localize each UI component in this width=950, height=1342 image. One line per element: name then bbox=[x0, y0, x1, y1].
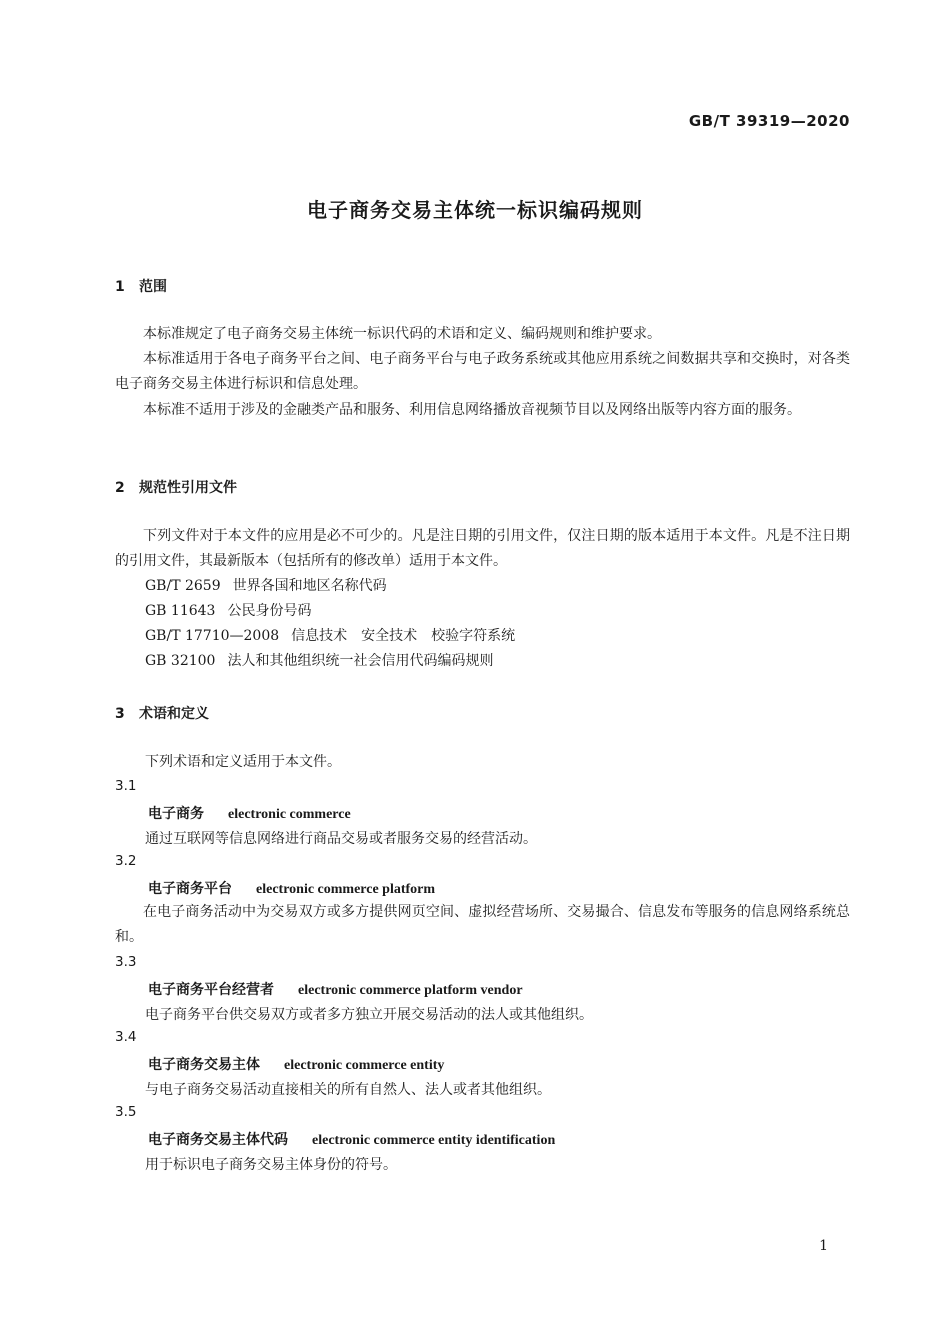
term-zh: 电子商务交易主体代码 bbox=[148, 1132, 288, 1148]
section-title: 规范性引用文件 bbox=[139, 480, 237, 496]
document-title: 电子商务交易主体统一标识编码规则 bbox=[307, 198, 643, 222]
term-en: electronic commerce bbox=[228, 807, 351, 822]
term-definition: 电子商务平台供交易双方或者多方独立开展交易活动的法人或其他组织。 bbox=[145, 1007, 593, 1023]
term-zh: 电子商务 bbox=[148, 806, 204, 822]
reference-item bbox=[145, 625, 515, 645]
paragraph: 下列术语和定义适用于本文件。 bbox=[145, 754, 341, 770]
reference-id: GB 11643 bbox=[145, 603, 216, 619]
term-definition: 用于标识电子商务交易主体身份的符号。 bbox=[145, 1157, 397, 1173]
reference-title-part: 校验字符系统 bbox=[431, 628, 516, 644]
reference-id: GB/T 17710—2008 bbox=[145, 628, 280, 644]
standard-code: GB/T 39319—2020 bbox=[688, 112, 850, 130]
reference-item bbox=[145, 575, 387, 595]
clause-number: 3.5 bbox=[115, 1104, 137, 1120]
term-zh: 电子商务交易主体 bbox=[148, 1057, 260, 1073]
paragraph: 本标准适用于各电子商务平台之间、电子商务平台与电子政务系统或其他应用系统之间数据共享和交换时，对各类电子商务交易主体进行标识和信息处理。 bbox=[115, 351, 850, 392]
reference-id: GB/T 2659 bbox=[145, 578, 221, 594]
clause-number: 3.3 bbox=[115, 954, 137, 970]
clause-number: 3.4 bbox=[115, 1029, 137, 1045]
clause-number: 3.1 bbox=[115, 778, 137, 794]
page-number: 1 bbox=[819, 1238, 828, 1254]
section-title: 范围 bbox=[139, 279, 167, 295]
section-number: 1 bbox=[115, 279, 125, 295]
clause-number: 3.2 bbox=[115, 853, 137, 869]
term-entry bbox=[148, 979, 523, 999]
term-en: electronic commerce entity bbox=[284, 1058, 445, 1073]
section-number: 2 bbox=[115, 480, 125, 496]
section-title: 术语和定义 bbox=[139, 706, 209, 722]
term-entry bbox=[148, 803, 351, 823]
reference-title-part: 信息技术 bbox=[291, 628, 348, 644]
reference-title: 世界各国和地区名称代码 bbox=[232, 578, 387, 594]
section-3-heading bbox=[115, 703, 209, 723]
term-en: electronic commerce platform vendor bbox=[298, 983, 523, 998]
term-en: electronic commerce platform bbox=[256, 882, 436, 897]
section-1-heading bbox=[115, 276, 167, 296]
reference-id: GB 32100 bbox=[145, 653, 216, 669]
term-en: electronic commerce entity identification bbox=[312, 1133, 556, 1148]
term-definition: 通过互联网等信息网络进行商品交易或者服务交易的经营活动。 bbox=[145, 831, 537, 847]
term-definition: 与电子商务交易活动直接相关的所有自然人、法人或者其他组织。 bbox=[145, 1082, 551, 1098]
reference-item bbox=[145, 650, 493, 670]
reference-title: 法人和其他组织统一社会信用代码编码规则 bbox=[227, 653, 494, 669]
paragraph: 本标准规定了电子商务交易主体统一标识代码的术语和定义、编码规则和维护要求。 bbox=[143, 326, 661, 342]
reference-item bbox=[145, 600, 311, 620]
reference-title: 公民身份号码 bbox=[227, 603, 312, 619]
term-entry bbox=[148, 1054, 444, 1074]
paragraph: 下列文件对于本文件的应用是必不可少的。凡是注日期的引用文件，仅注日期的版本适用于本文件。凡是不注日期的引用文件，其最新版本（包括所有的修改单）适用于本文件。 bbox=[115, 528, 850, 569]
term-zh: 电子商务平台经营者 bbox=[148, 982, 274, 998]
section-2-heading bbox=[115, 477, 237, 497]
section-number: 3 bbox=[115, 706, 125, 722]
term-entry bbox=[148, 878, 435, 898]
paragraph: 本标准不适用于涉及的金融类产品和服务、利用信息网络播放音视频节目以及网络出版等内容方面的服务。 bbox=[143, 402, 801, 418]
reference-title-part: 安全技术 bbox=[361, 628, 418, 644]
term-definition: 在电子商务活动中为交易双方或多方提供网页空间、虚拟经营场所、交易撮合、信息发布等服务的信息网络系统总和。 bbox=[115, 904, 850, 945]
term-entry bbox=[148, 1129, 555, 1149]
term-zh: 电子商务平台 bbox=[148, 881, 232, 897]
